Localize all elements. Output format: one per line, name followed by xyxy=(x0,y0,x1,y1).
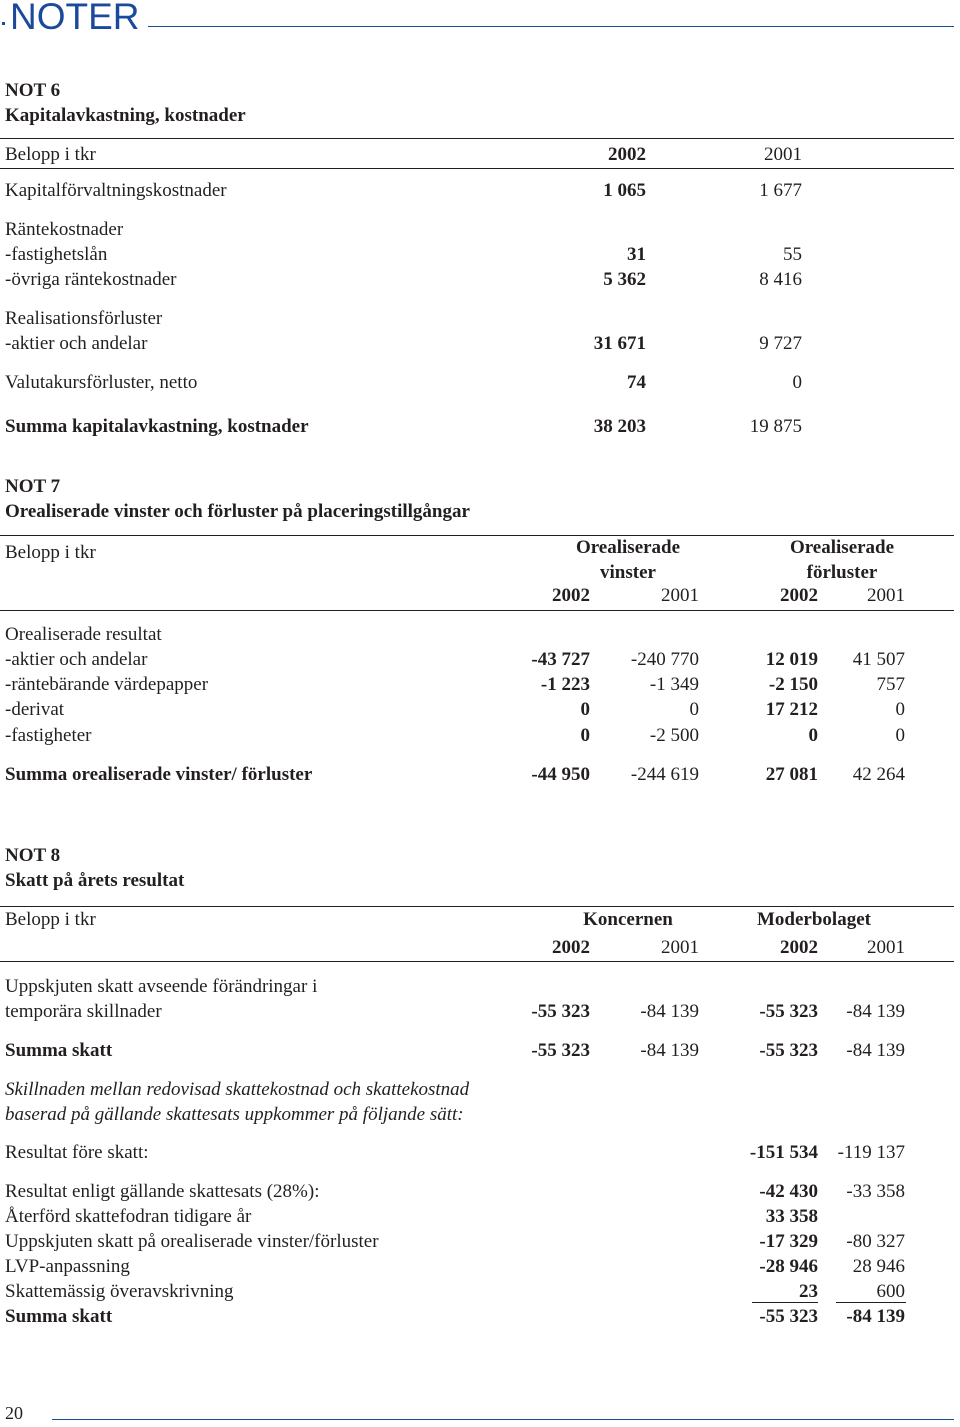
not8-recon-2001: 600 xyxy=(876,1281,905,1302)
not6-row-2001: 55 xyxy=(783,244,802,265)
not6-row-2001: 0 xyxy=(792,372,802,393)
not6-top-rule xyxy=(0,138,954,139)
not6-title: Kapitalavkastning, kostnader xyxy=(5,105,246,126)
not7-year: 2002 xyxy=(552,585,590,606)
not8-deferred-label-line2: temporära skillnader xyxy=(5,1001,162,1022)
not7-year: 2001 xyxy=(661,585,699,606)
not8-group-koncernen: Koncernen xyxy=(583,909,673,930)
not7-group-vinster-line1: Orealiserade xyxy=(575,537,681,558)
not7-unit-label: Belopp i tkr xyxy=(5,542,96,563)
not8-recon-2002: -17 329 xyxy=(759,1231,818,1252)
not6-row-2001: 1 677 xyxy=(759,180,802,201)
not8-unit-label: Belopp i tkr xyxy=(5,909,96,930)
footer-rule xyxy=(52,1419,954,1420)
page-number: 20 xyxy=(5,1403,23,1423)
not8-recon-label: Skattemässig överavskrivning xyxy=(5,1281,234,1302)
not7-total-cell: -44 950 xyxy=(531,764,590,785)
not8-deferred-cell: -55 323 xyxy=(759,1001,818,1022)
not7-cell: -43 727 xyxy=(531,649,590,670)
not7-cell: -240 770 xyxy=(630,649,699,670)
not8-explanation-line2: baserad på gällande skattesats uppkommer på följande sätt: xyxy=(5,1104,464,1125)
not7-title: Orealiserade vinster och förluster på placeringstillgångar xyxy=(5,501,470,522)
not8-year: 2002 xyxy=(552,937,590,958)
not8-recon-2002: -42 430 xyxy=(759,1181,818,1202)
not6-total-2002: 38 203 xyxy=(593,416,646,437)
not8-recon-2002: 23 xyxy=(799,1281,818,1302)
page-title: NOTER xyxy=(10,0,140,37)
not8-sum-label: Summa skatt xyxy=(5,1040,113,1061)
not8-recon-2001: 28 946 xyxy=(852,1256,905,1277)
not8-sum-cell: -55 323 xyxy=(531,1040,590,1061)
not6-year-2002: 2002 xyxy=(608,144,646,165)
not8-recon-2001: -33 358 xyxy=(846,1181,905,1202)
not8-top-rule xyxy=(0,906,954,907)
not6-row-2001: 9 727 xyxy=(759,333,802,354)
not7-total-cell: 42 264 xyxy=(852,764,905,785)
not8-recon-label: Uppskjuten skatt på orealiserade vinster/förluster xyxy=(5,1231,379,1252)
not6-year-2001: 2001 xyxy=(764,144,802,165)
not7-top-rule xyxy=(0,535,954,536)
not7-cell: -1 223 xyxy=(540,674,590,695)
not8-deferred-cell: -84 139 xyxy=(640,1001,699,1022)
not8-title: Skatt på årets resultat xyxy=(5,870,185,891)
not7-cell: 0 xyxy=(895,725,905,746)
not7-cell: 757 xyxy=(876,674,905,695)
not6-row-2002: 5 362 xyxy=(603,269,646,290)
not6-total-2001: 19 875 xyxy=(749,416,802,437)
not8-deferred-cell: -55 323 xyxy=(531,1001,590,1022)
not8-recon-2002: 33 358 xyxy=(765,1206,818,1227)
not6-row-label: Realisationsförluster xyxy=(5,308,163,329)
not7-cell: 0 xyxy=(689,699,699,720)
not7-cell: 0 xyxy=(580,699,590,720)
not8-deferred-label-line1: Uppskjuten skatt avseende förändringar i xyxy=(5,976,318,997)
not7-year: 2002 xyxy=(780,585,818,606)
not7-total-cell: -244 619 xyxy=(630,764,699,785)
not6-row-2002: 1 065 xyxy=(603,180,646,201)
not6-row-2002: 31 xyxy=(627,244,646,265)
not6-row-2001: 8 416 xyxy=(759,269,802,290)
not8-final-2002: -55 323 xyxy=(759,1306,818,1327)
not6-row-label: -aktier och andelar xyxy=(5,333,148,354)
not6-label: NOT 6 xyxy=(5,80,61,101)
not8-explanation-line1: Skillnaden mellan redovisad skattekostnad och skattekostnad xyxy=(5,1079,470,1100)
not8-pretax-label: Resultat före skatt: xyxy=(5,1142,149,1163)
not7-row-label: -derivat xyxy=(5,699,65,720)
not6-row-label: -fastighetslån xyxy=(5,244,108,265)
header-dot xyxy=(2,22,5,25)
not8-label: NOT 8 xyxy=(5,845,61,866)
not6-row-label: Räntekostnader xyxy=(5,219,124,240)
not7-total-label: Summa orealiserade vinster/ förluster xyxy=(5,764,313,785)
not7-year: 2001 xyxy=(867,585,905,606)
not6-unit-label: Belopp i tkr xyxy=(5,144,96,165)
not8-final-2001: -84 139 xyxy=(846,1306,905,1327)
not7-group-vinster-line2: vinster xyxy=(600,562,656,583)
not8-pretax-2002: -151 534 xyxy=(749,1142,818,1163)
not8-final-label: Summa skatt xyxy=(5,1306,113,1327)
not7-section-label: Orealiserade resultat xyxy=(5,624,162,645)
not7-header-rule xyxy=(0,610,954,611)
not8-recon-2002: -28 946 xyxy=(759,1256,818,1277)
not8-sum-cell: -55 323 xyxy=(759,1040,818,1061)
not7-row-label: -räntebärande värdepapper xyxy=(5,674,209,695)
not7-cell: -2 500 xyxy=(649,725,699,746)
not7-total-cell: 27 081 xyxy=(765,764,818,785)
not8-recon-label: LVP-anpassning xyxy=(5,1256,130,1277)
not7-cell: -2 150 xyxy=(768,674,818,695)
not8-sum-cell: -84 139 xyxy=(640,1040,699,1061)
not7-cell: 41 507 xyxy=(852,649,905,670)
not7-row-label: -aktier och andelar xyxy=(5,649,148,670)
not6-row-2002: 31 671 xyxy=(593,333,646,354)
not8-pretax-2001: -119 137 xyxy=(837,1142,905,1163)
not8-year: 2002 xyxy=(780,937,818,958)
not7-cell: 12 019 xyxy=(765,649,818,670)
not7-cell: 0 xyxy=(895,699,905,720)
not7-label: NOT 7 xyxy=(5,476,61,497)
not6-header-rule xyxy=(0,168,954,169)
not8-recon-label: Resultat enligt gällande skattesats (28%): xyxy=(5,1181,320,1202)
not8-header-rule xyxy=(0,961,954,962)
not7-cell: 0 xyxy=(808,725,818,746)
not8-group-moderbolaget: Moderbolaget xyxy=(757,909,871,930)
not8-sum-underline-2002 xyxy=(752,1302,818,1303)
not8-year: 2001 xyxy=(867,937,905,958)
not7-group-forluster-line1: Orealiserade xyxy=(789,537,895,558)
not6-row-label: Valutakursförluster, netto xyxy=(5,372,198,393)
not7-row-label: -fastigheter xyxy=(5,725,92,746)
not8-recon-2001: -80 327 xyxy=(846,1231,905,1252)
not7-cell: 0 xyxy=(580,725,590,746)
not7-group-forluster-line2: förluster xyxy=(806,562,878,583)
not8-sum-underline-2001 xyxy=(836,1302,906,1303)
not6-total-label: Summa kapitalavkastning, kostnader xyxy=(5,416,309,437)
not8-sum-cell: -84 139 xyxy=(846,1040,905,1061)
not6-row-label: -övriga räntekostnader xyxy=(5,269,177,290)
not8-recon-label: Återförd skattefodran tidigare år xyxy=(5,1206,252,1227)
not6-row-2002: 74 xyxy=(627,372,646,393)
not8-year: 2001 xyxy=(661,937,699,958)
not7-cell: -1 349 xyxy=(649,674,699,695)
not6-row-label: Kapitalförvaltningskostnader xyxy=(5,180,227,201)
not7-cell: 17 212 xyxy=(765,699,818,720)
not8-deferred-cell: -84 139 xyxy=(846,1001,905,1022)
header-rule xyxy=(148,26,954,27)
